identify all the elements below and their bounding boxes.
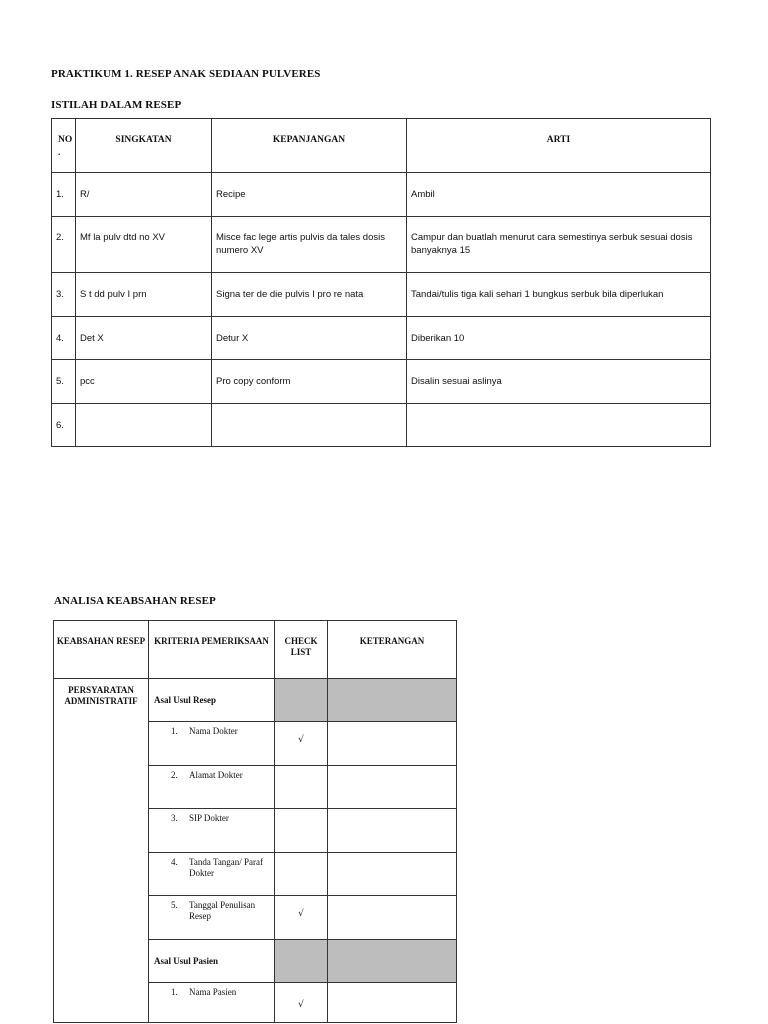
header-keabsahan: KEABSAHAN RESEP bbox=[54, 621, 149, 679]
cell-kepanjangan bbox=[212, 404, 407, 447]
cell-arti: Diberikan 10 bbox=[407, 317, 711, 360]
check-mark: √ bbox=[275, 983, 328, 1023]
analisa-header-row bbox=[54, 621, 457, 679]
table-row bbox=[52, 273, 711, 317]
group-persyaratan-administratif: PERSYARATAN ADMINISTRATIF bbox=[54, 679, 149, 1023]
table-row bbox=[52, 404, 711, 447]
criteria-item: 1. Nama Dokter bbox=[149, 722, 275, 766]
cell-singkatan: R/ bbox=[76, 173, 212, 217]
shaded-cell bbox=[328, 940, 457, 983]
cell-arti: Disalin sesuai aslinya bbox=[407, 360, 711, 404]
cell-singkatan: Det X bbox=[76, 317, 212, 360]
subheading-asal-usul-resep: Asal Usul Resep bbox=[149, 679, 275, 722]
cell-no: 4. bbox=[52, 317, 76, 360]
header-check-list: CHECK LIST bbox=[275, 621, 328, 679]
cell-no: 1. bbox=[52, 173, 76, 217]
header-keterangan: KETERANGAN bbox=[328, 621, 457, 679]
table-row bbox=[54, 679, 457, 722]
cell-no: 6. bbox=[52, 404, 76, 447]
shaded-cell bbox=[275, 940, 328, 983]
cell-kepanjangan: Signa ter de die pulvis I pro re nata bbox=[212, 273, 407, 317]
cell-no: 2. bbox=[52, 217, 76, 273]
cell-singkatan bbox=[76, 404, 212, 447]
check-mark bbox=[275, 809, 328, 853]
header-arti: ARTI bbox=[407, 119, 711, 173]
cell-singkatan: Mf la pulv dtd no XV bbox=[76, 217, 212, 273]
cell-kepanjangan: Misce fac lege artis pulvis da tales dosis numero XV bbox=[212, 217, 407, 273]
section-heading-analisa: ANALISA KEABSAHAN RESEP bbox=[54, 595, 216, 607]
check-mark: √ bbox=[275, 722, 328, 766]
criteria-item: 4. Tanda Tangan/ Paraf Dokter bbox=[149, 853, 275, 896]
cell-kepanjangan: Detur X bbox=[212, 317, 407, 360]
cell-kepanjangan: Pro copy conform bbox=[212, 360, 407, 404]
header-kepanjangan: KEPANJANGAN bbox=[212, 119, 407, 173]
subheading-asal-usul-pasien: Asal Usul Pasien bbox=[149, 940, 275, 983]
table-row bbox=[52, 360, 711, 404]
check-mark bbox=[275, 766, 328, 809]
keterangan-cell bbox=[328, 809, 457, 853]
document-title: PRAKTIKUM 1. RESEP ANAK SEDIAAN PULVERES bbox=[51, 68, 321, 80]
istilah-table bbox=[51, 118, 711, 447]
criteria-item: 2. Alamat Dokter bbox=[149, 766, 275, 809]
criteria-item: 3. SIP Dokter bbox=[149, 809, 275, 853]
cell-no: 5. bbox=[52, 360, 76, 404]
cell-no: 3. bbox=[52, 273, 76, 317]
keterangan-cell bbox=[328, 766, 457, 809]
keterangan-cell bbox=[328, 853, 457, 896]
keterangan-cell bbox=[328, 896, 457, 940]
check-mark: √ bbox=[275, 896, 328, 940]
table-row bbox=[52, 217, 711, 273]
table-row bbox=[52, 173, 711, 217]
check-mark bbox=[275, 853, 328, 896]
table-row bbox=[52, 317, 711, 360]
cell-singkatan: S t dd pulv I prn bbox=[76, 273, 212, 317]
criteria-item: 5. Tanggal Penulisan Resep bbox=[149, 896, 275, 940]
cell-arti: Tandai/tulis tiga kali sehari 1 bungkus serbuk bila diperlukan bbox=[407, 273, 711, 317]
cell-kepanjangan: Recipe bbox=[212, 173, 407, 217]
header-kriteria: KRITERIA PEMERIKSAAN bbox=[149, 621, 275, 679]
shaded-cell bbox=[275, 679, 328, 722]
criteria-item: 1. Nama Pasien bbox=[149, 983, 275, 1023]
keterangan-cell bbox=[328, 722, 457, 766]
cell-arti: Campur dan buatlah menurut cara semestinya serbuk sesuai dosis banyaknya 15 bbox=[407, 217, 711, 273]
header-no: NO . bbox=[52, 119, 76, 173]
analisa-table bbox=[53, 620, 457, 1023]
header-singkatan: SINGKATAN bbox=[76, 119, 212, 173]
istilah-header-row bbox=[52, 119, 711, 173]
cell-singkatan: pcc bbox=[76, 360, 212, 404]
cell-arti: Ambil bbox=[407, 173, 711, 217]
section-heading-istilah: ISTILAH DALAM RESEP bbox=[51, 99, 182, 111]
shaded-cell bbox=[328, 679, 457, 722]
cell-arti bbox=[407, 404, 711, 447]
keterangan-cell bbox=[328, 983, 457, 1023]
